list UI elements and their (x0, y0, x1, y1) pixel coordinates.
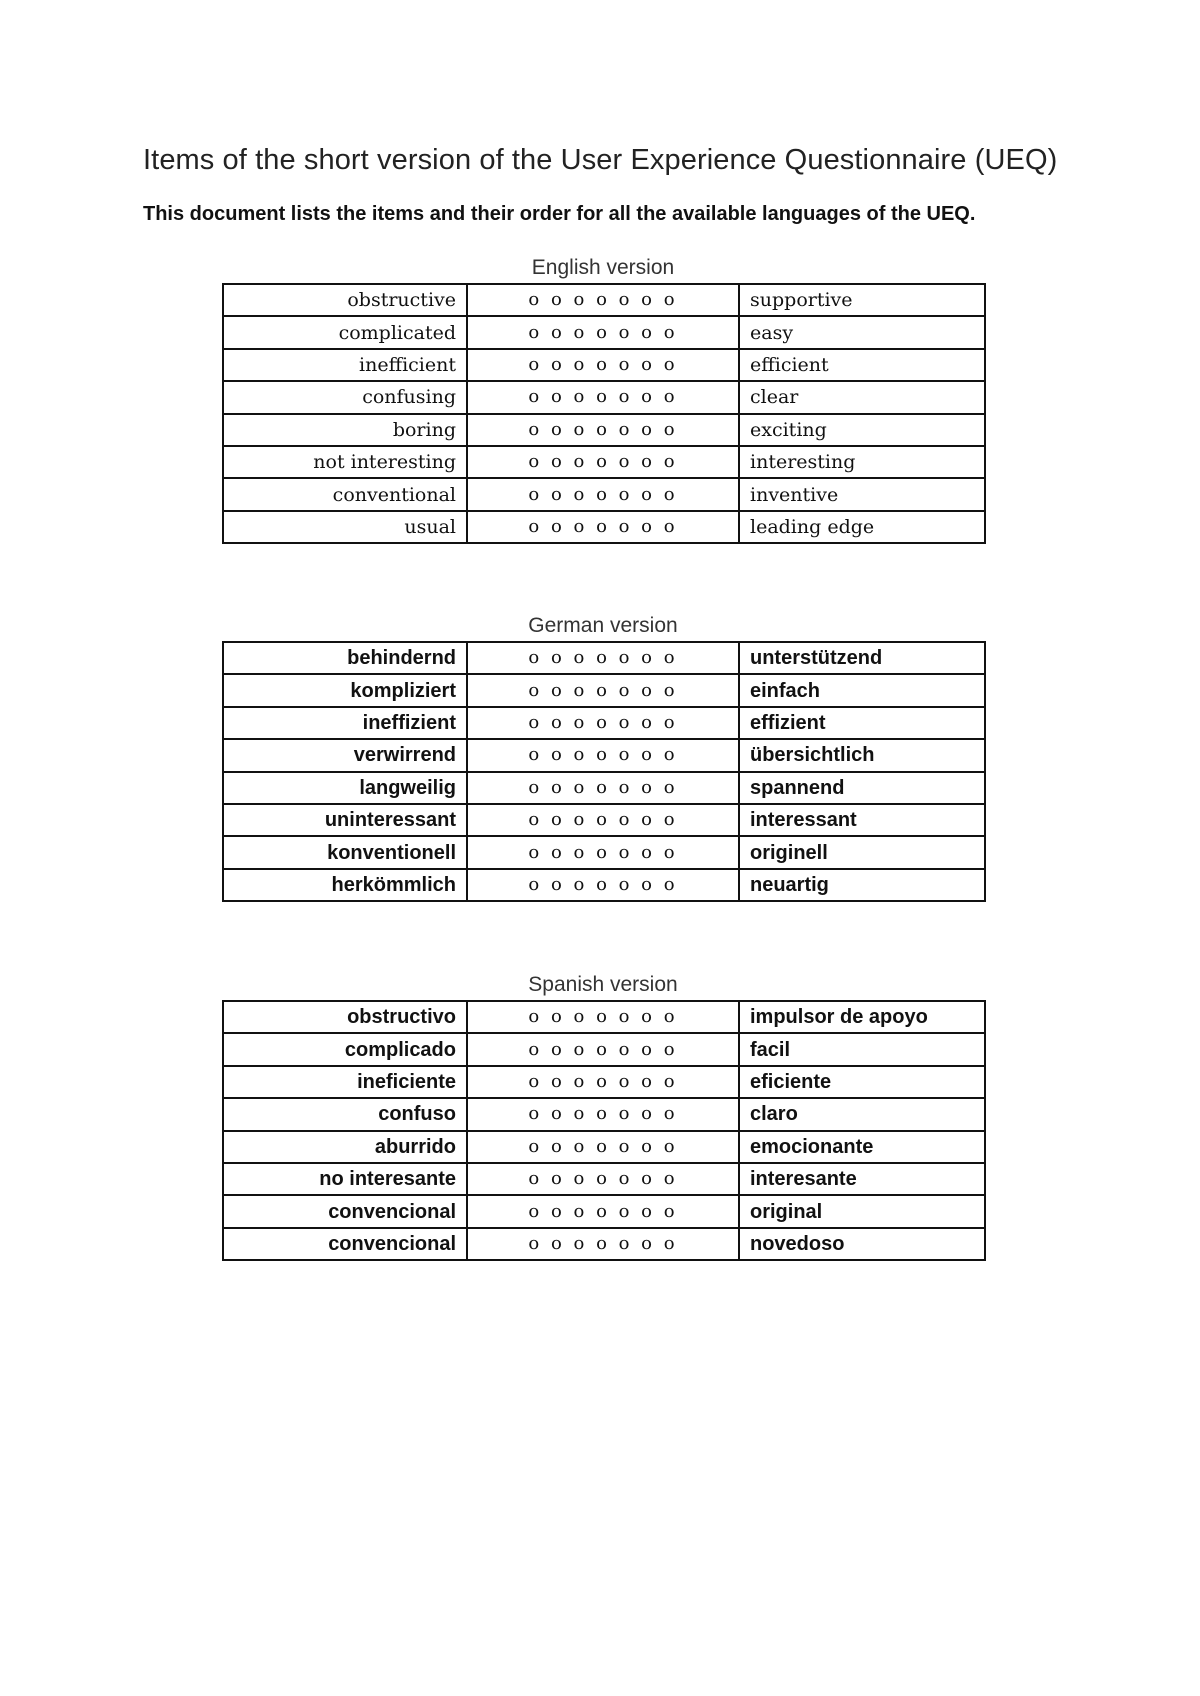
table-row (223, 1066, 985, 1098)
right-item: interesting (739, 446, 985, 478)
left-item: complicado (223, 1033, 467, 1065)
rating-scale: o o o o o o o (467, 804, 739, 836)
rating-scale: o o o o o o o (467, 1131, 739, 1163)
left-item: aburrido (223, 1131, 467, 1163)
left-item: verwirrend (223, 739, 467, 771)
table-row (223, 772, 985, 804)
left-item: usual (223, 511, 467, 543)
right-item: spannend (739, 772, 985, 804)
table-row (223, 1098, 985, 1130)
table-row (223, 316, 985, 348)
table-row (223, 381, 985, 413)
section-title: Spanish version (528, 973, 678, 996)
table-row (223, 674, 985, 706)
right-item: interesante (739, 1163, 985, 1195)
left-item: confuso (223, 1098, 467, 1130)
rating-scale: o o o o o o o (467, 349, 739, 381)
left-item: obstructivo (223, 1001, 467, 1033)
rating-scale: o o o o o o o (467, 1163, 739, 1195)
right-item: impulsor de apoyo (739, 1001, 985, 1033)
right-item: unterstützend (739, 642, 985, 674)
rating-scale: o o o o o o o (467, 446, 739, 478)
left-item: inefficient (223, 349, 467, 381)
rating-scale: o o o o o o o (467, 478, 739, 510)
table-row (223, 642, 985, 674)
rating-scale: o o o o o o o (467, 707, 739, 739)
rating-scale: o o o o o o o (467, 642, 739, 674)
section-title: German version (528, 614, 678, 637)
left-item: konventionell (223, 836, 467, 868)
right-item: emocionante (739, 1131, 985, 1163)
left-item: boring (223, 414, 467, 446)
table-row (223, 478, 985, 510)
left-item: langweilig (223, 772, 467, 804)
table-row (223, 1195, 985, 1227)
rating-scale: o o o o o o o (467, 316, 739, 348)
items-table-spanish (222, 1000, 986, 1261)
left-item: confusing (223, 381, 467, 413)
table-row (223, 511, 985, 543)
rating-scale: o o o o o o o (467, 1195, 739, 1227)
left-item: convencional (223, 1228, 467, 1260)
right-item: inventive (739, 478, 985, 510)
right-item: claro (739, 1098, 985, 1130)
right-item: neuartig (739, 869, 985, 901)
right-item: leading edge (739, 511, 985, 543)
table-row (223, 1131, 985, 1163)
german-version-section (222, 611, 984, 902)
table-row (223, 869, 985, 901)
table-row (223, 1033, 985, 1065)
left-item: herkömmlich (223, 869, 467, 901)
left-item: complicated (223, 316, 467, 348)
right-item: novedoso (739, 1228, 985, 1260)
right-item: übersichtlich (739, 739, 985, 771)
left-item: ineffizient (223, 707, 467, 739)
table-row (223, 836, 985, 868)
right-item: eficiente (739, 1066, 985, 1098)
rating-scale: o o o o o o o (467, 414, 739, 446)
rating-scale: o o o o o o o (467, 511, 739, 543)
rating-scale: o o o o o o o (467, 772, 739, 804)
table-row (223, 349, 985, 381)
left-item: obstructive (223, 284, 467, 316)
table-row (223, 1163, 985, 1195)
table-row (223, 1001, 985, 1033)
spanish-version-section (222, 970, 984, 1261)
items-table-german (222, 641, 986, 902)
table-row (223, 414, 985, 446)
right-item: efficient (739, 349, 985, 381)
right-item: exciting (739, 414, 985, 446)
rating-scale: o o o o o o o (467, 1228, 739, 1260)
right-item: supportive (739, 284, 985, 316)
left-item: behindernd (223, 642, 467, 674)
rating-scale: o o o o o o o (467, 381, 739, 413)
document-title: Items of the short version of the User Experience Questionnaire (UEQ) (143, 144, 1058, 176)
rating-scale: o o o o o o o (467, 1033, 739, 1065)
right-item: interessant (739, 804, 985, 836)
rating-scale: o o o o o o o (467, 1098, 739, 1130)
rating-scale: o o o o o o o (467, 836, 739, 868)
document-subtitle: This document lists the items and their order for all the available languages of the UEQ. (143, 203, 976, 225)
left-item: uninteressant (223, 804, 467, 836)
right-item: clear (739, 381, 985, 413)
table-row (223, 707, 985, 739)
left-item: convencional (223, 1195, 467, 1227)
left-item: conventional (223, 478, 467, 510)
left-item: not interesting (223, 446, 467, 478)
right-item: effizient (739, 707, 985, 739)
items-table-english (222, 283, 986, 544)
right-item: einfach (739, 674, 985, 706)
right-item: originell (739, 836, 985, 868)
table-row (223, 446, 985, 478)
table-row (223, 804, 985, 836)
table-row (223, 739, 985, 771)
right-item: original (739, 1195, 985, 1227)
table-row (223, 1228, 985, 1260)
rating-scale: o o o o o o o (467, 284, 739, 316)
left-item: no interesante (223, 1163, 467, 1195)
rating-scale: o o o o o o o (467, 1066, 739, 1098)
table-row (223, 284, 985, 316)
rating-scale: o o o o o o o (467, 674, 739, 706)
section-title: English version (531, 256, 675, 279)
rating-scale: o o o o o o o (467, 869, 739, 901)
rating-scale: o o o o o o o (467, 1001, 739, 1033)
english-version-section (222, 253, 984, 544)
right-item: facil (739, 1033, 985, 1065)
left-item: kompliziert (223, 674, 467, 706)
rating-scale: o o o o o o o (467, 739, 739, 771)
left-item: ineficiente (223, 1066, 467, 1098)
right-item: easy (739, 316, 985, 348)
